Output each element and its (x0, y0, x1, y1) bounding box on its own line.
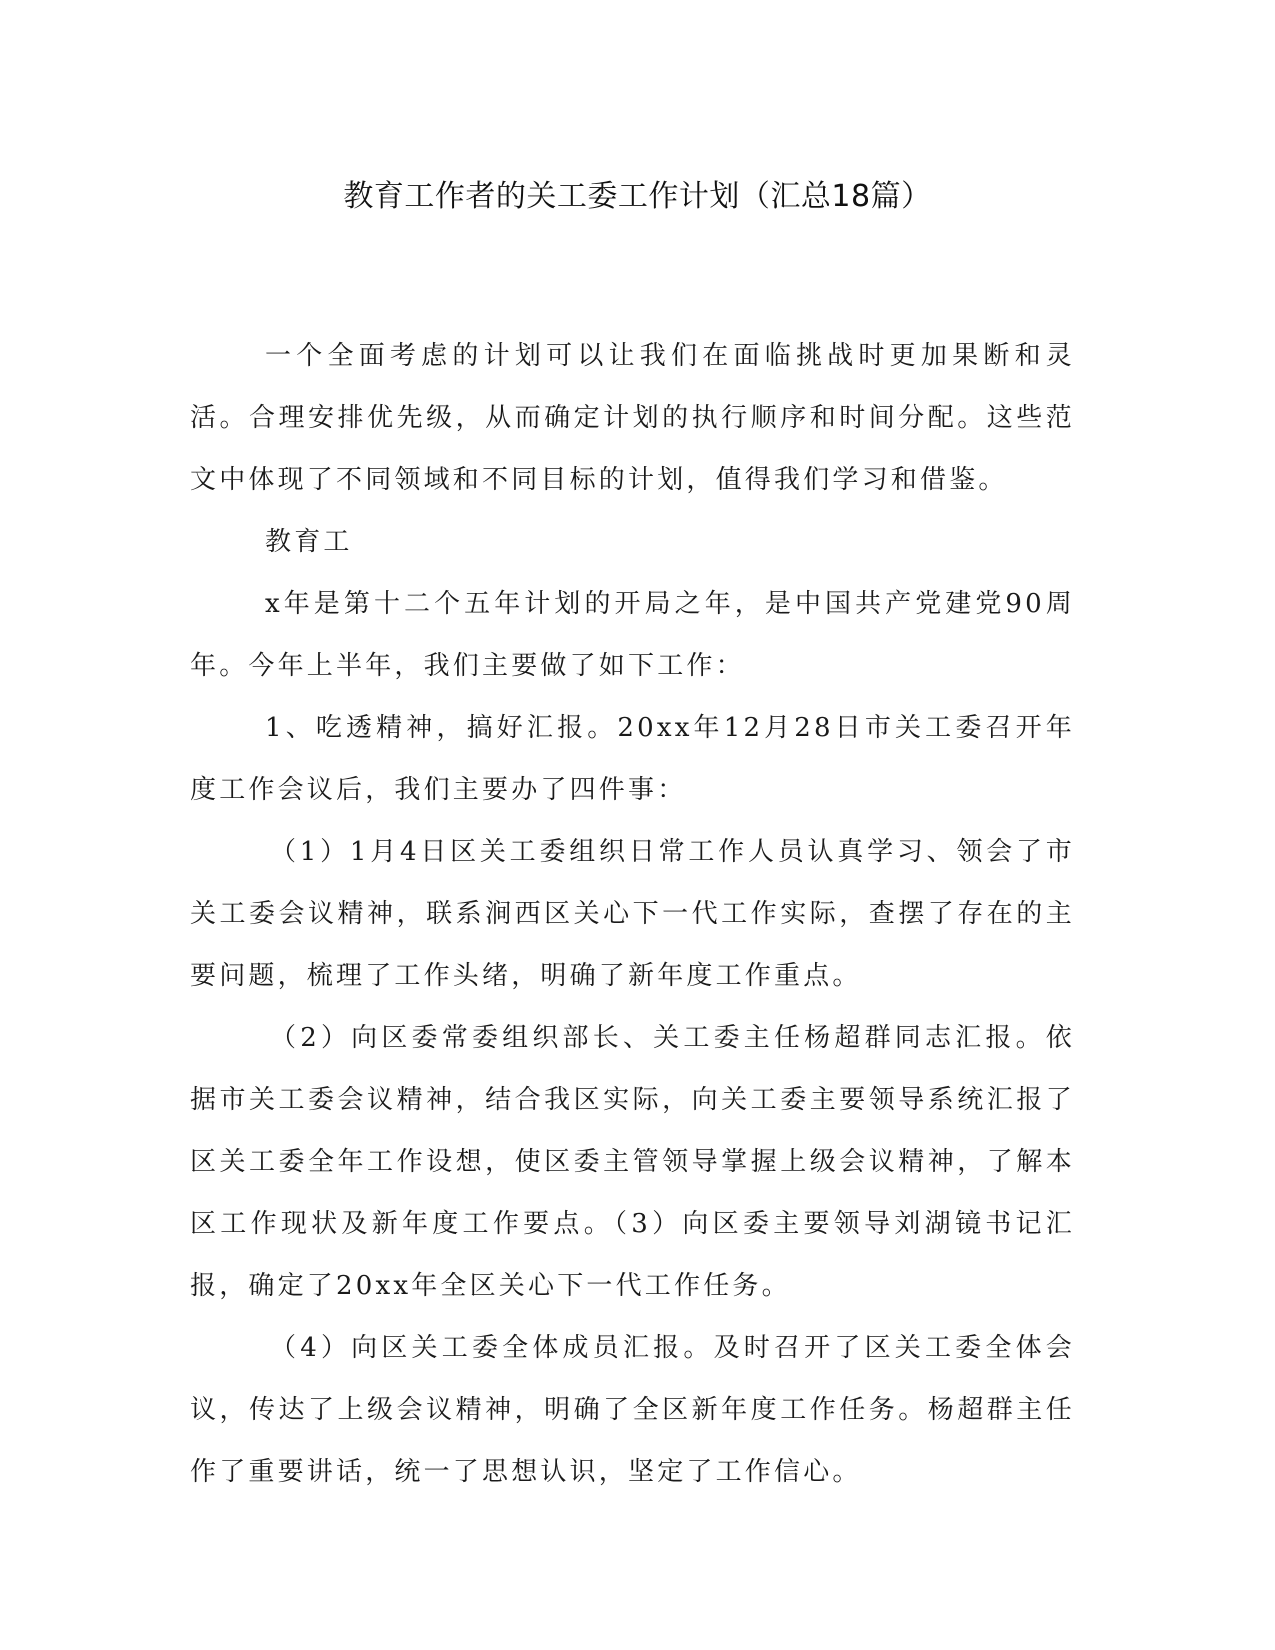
body-paragraph: 1、吃透精神，搞好汇报。20xx年12月28日市关工委召开年度工作会议后，我们主要办了四件事： (190, 713, 1075, 805)
list-item-paragraph: （2）向区委常委组织部长、关工委主任杨超群同志汇报。依据市关工委会议精神，结合我区实际，向关工委主要领导系统汇报了区关工委全年工作设想，使区委主管领导掌握上级会议精神，了解本区工作现状及新年度工作要点。（3）向区委主要领导刘湖镜书记汇报，确定了20xx年全区关心下一代工作任务。 (190, 1023, 1075, 1301)
document-title: 教育工作者的关工委工作计划（汇总18篇） (343, 179, 932, 214)
body-paragraph: x年是第十二个五年计划的开局之年，是中国共产党建党90周年。今年上半年，我们主要做了如下工作： (190, 589, 1075, 681)
list-item-paragraph: （1）1月4日区关工委组织日常工作人员认真学习、领会了市关工委会议精神，联系涧西区关心下一代工作实际，查摆了存在的主要问题，梳理了工作头绪，明确了新年度工作重点。 (190, 837, 1075, 991)
intro-paragraph: 一个全面考虑的计划可以让我们在面临挑战时更加果断和灵活。合理安排优先级，从而确定计划的执行顺序和时间分配。这些范文中体现了不同领域和不同目标的计划，值得我们学习和借鉴。 (190, 341, 1075, 495)
document-body (190, 325, 1075, 1503)
section-heading: 教育工 (265, 527, 353, 557)
list-item-paragraph: （4）向区关工委全体成员汇报。及时召开了区关工委全体会议，传达了上级会议精神，明确了全区新年度工作任务。杨超群主任作了重要讲话，统一了思想认识，坚定了工作信心。 (190, 1333, 1075, 1487)
